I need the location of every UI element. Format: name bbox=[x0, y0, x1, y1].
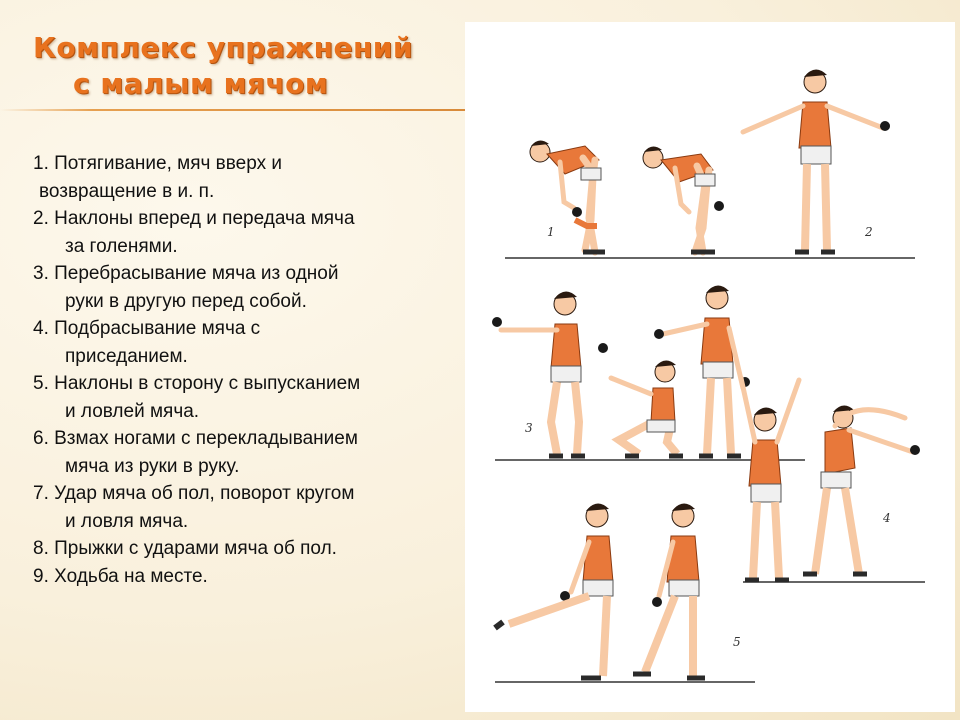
exercise-item-5 bbox=[33, 370, 463, 425]
figure-bending-1 bbox=[530, 140, 605, 252]
figure-walking bbox=[633, 503, 705, 678]
figure-label-2: 2 bbox=[865, 225, 873, 239]
title-line-1: Комплекс упражнений bbox=[33, 31, 414, 64]
title-divider bbox=[0, 109, 465, 111]
exercise-item-2 bbox=[33, 205, 463, 260]
exercise-text: 4. Подбрасывание мяча с bbox=[33, 318, 261, 339]
exercise-continuation: и ловля мяча. bbox=[65, 510, 189, 532]
exercise-item-8 bbox=[33, 535, 463, 563]
exercise-text: 1. Потягивание, мяч вверх и bbox=[33, 153, 282, 174]
exercise-continuation: и ловлей мяча. bbox=[65, 400, 200, 422]
exercise-illustration bbox=[465, 22, 955, 712]
exercise-item-7 bbox=[33, 480, 463, 535]
figure-side-bend bbox=[803, 405, 920, 574]
exercise-continuation: руки в другую перед собой. bbox=[65, 290, 307, 312]
figure-label-3: 3 bbox=[525, 421, 533, 435]
figure-arm-forward bbox=[492, 291, 585, 456]
exercise-item-4 bbox=[33, 315, 463, 370]
exercise-continuation: возвращение в и. п. bbox=[39, 180, 215, 202]
exercise-item-1 bbox=[33, 150, 463, 205]
exercise-list bbox=[33, 150, 463, 590]
exercise-item-9 bbox=[33, 563, 463, 591]
exercise-item-6 bbox=[33, 425, 463, 480]
figure-label-1: 1 bbox=[547, 225, 555, 239]
figure-label-5: 5 bbox=[733, 635, 741, 649]
exercise-continuation: мяча из руки в руку. bbox=[65, 455, 240, 477]
exercise-continuation: приседанием. bbox=[65, 345, 188, 367]
exercise-text: 8. Прыжки с ударами мяча об пол. bbox=[33, 538, 337, 559]
title-line-2: с малым мячом bbox=[73, 67, 329, 100]
exercise-text: 9. Ходьба на месте. bbox=[33, 565, 208, 587]
exercise-text: 3. Перебрасывание мяча из одной bbox=[33, 263, 339, 284]
exercise-figures-svg bbox=[465, 22, 955, 712]
figure-arms-up bbox=[741, 378, 799, 580]
exercise-text: 6. Взмах ногами с перекладыванием bbox=[33, 428, 358, 449]
figure-squatting bbox=[598, 343, 683, 456]
exercise-text: 2. Наклоны вперед и передача мяча bbox=[33, 208, 355, 229]
figure-label-4: 4 bbox=[883, 511, 891, 525]
slide-title bbox=[25, 30, 455, 102]
exercise-text: 7. Удар мяча об пол, поворот кругом bbox=[33, 483, 355, 504]
exercise-text: 5. Наклоны в сторону с выпусканием bbox=[33, 373, 361, 394]
figure-bending-2 bbox=[643, 146, 724, 252]
exercise-item-3 bbox=[33, 260, 463, 315]
exercise-continuation: за голенями. bbox=[65, 235, 178, 257]
figure-leg-kick bbox=[495, 503, 613, 678]
